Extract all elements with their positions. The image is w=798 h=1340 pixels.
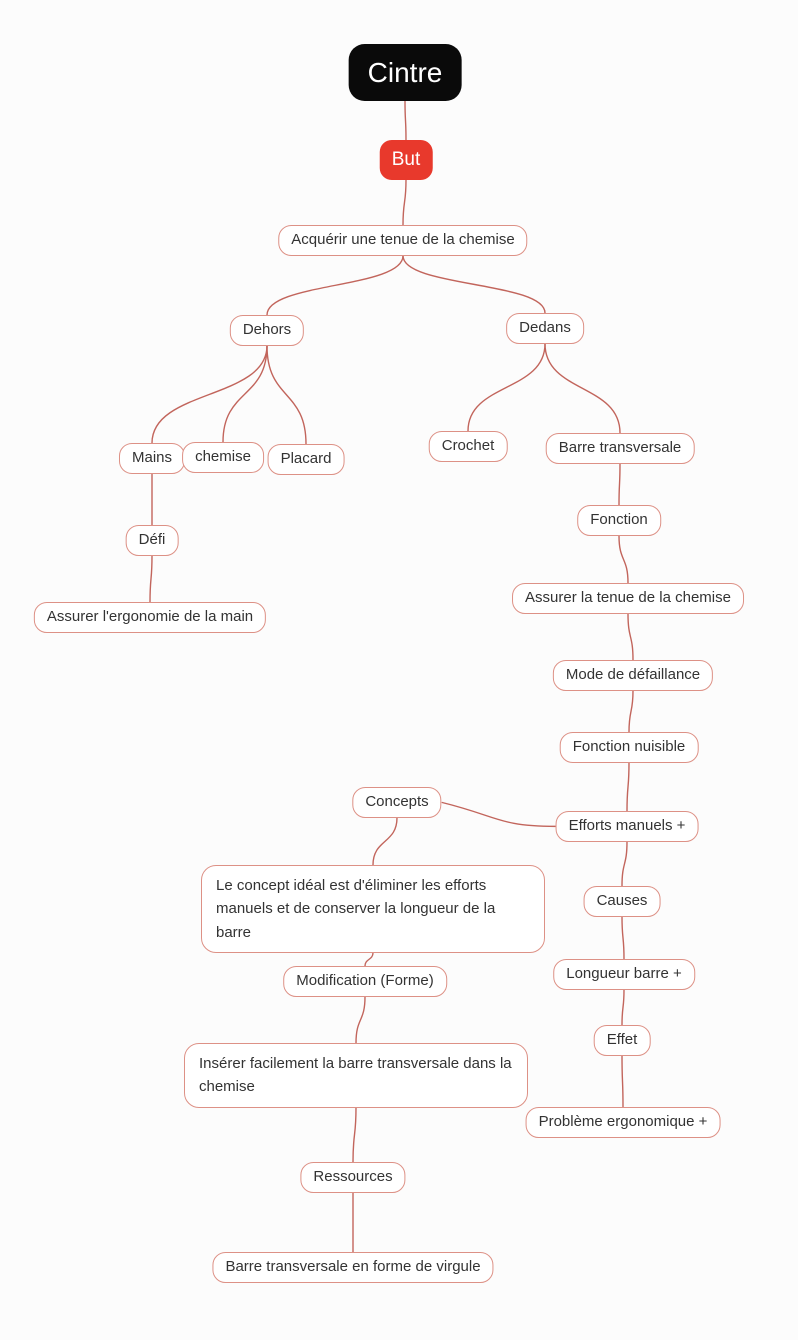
node-probleme[interactable]: Problème ergonomique + (526, 1107, 721, 1138)
edge-causes-to-longueur-barre (622, 917, 624, 959)
edge-dehors-to-mains (152, 346, 267, 443)
node-dedans[interactable]: Dedans (506, 313, 584, 344)
edge-modification-to-inserer (356, 997, 365, 1043)
edge-inserer-to-ressources (353, 1108, 356, 1163)
node-chemise[interactable]: chemise (182, 442, 264, 473)
edge-dehors-to-placard (267, 346, 306, 444)
edge-defi-to-assurer-ergonomie (150, 556, 152, 602)
node-assurer-ergonomie[interactable]: Assurer l'ergonomie de la main (34, 602, 266, 633)
node-mode-defaillance[interactable]: Mode de défaillance (553, 660, 713, 691)
edge-fonction-to-assurer-tenue (619, 536, 628, 583)
edge-efforts-manuels-to-causes (622, 842, 627, 886)
node-defi[interactable]: Défi (126, 525, 179, 556)
node-barre-virgule[interactable]: Barre transversale en forme de virgule (212, 1252, 493, 1283)
node-effet[interactable]: Effet (594, 1025, 651, 1056)
node-barre-transversale[interactable]: Barre transversale (546, 433, 695, 464)
edge-concepts-to-efforts-manuels (442, 802, 556, 826)
edge-concepts-to-concept-ideal (373, 818, 397, 865)
node-concepts[interactable]: Concepts (352, 787, 441, 818)
node-acquerir[interactable]: Acquérir une tenue de la chemise (278, 225, 527, 256)
node-cintre[interactable]: Cintre (349, 44, 462, 101)
node-placard[interactable]: Placard (268, 444, 345, 475)
edge-barre-transversale-to-fonction (619, 464, 620, 505)
edge-concept-ideal-to-modification (365, 953, 373, 966)
node-crochet[interactable]: Crochet (429, 431, 508, 462)
edge-cintre-to-but (405, 101, 406, 140)
node-but[interactable]: But (380, 140, 433, 180)
edge-longueur-barre-to-effet (622, 990, 624, 1025)
edge-dedans-to-barre-transversale (545, 344, 620, 433)
edge-acquerir-to-dedans (403, 256, 545, 313)
node-efforts-manuels[interactable]: Efforts manuels + (556, 811, 699, 842)
edge-but-to-acquerir (403, 180, 406, 225)
node-fonction[interactable]: Fonction (577, 505, 661, 536)
node-modification[interactable]: Modification (Forme) (283, 966, 447, 997)
node-inserer[interactable]: Insérer facilement la barre transversale dans la chemise (184, 1043, 528, 1108)
node-dehors[interactable]: Dehors (230, 315, 304, 346)
edge-assurer-tenue-to-mode-defaillance (628, 614, 633, 660)
node-longueur-barre[interactable]: Longueur barre + (553, 959, 695, 990)
node-concept-ideal[interactable]: Le concept idéal est d'éliminer les efforts manuels et de conserver la longueur de la barre (201, 865, 545, 953)
node-causes[interactable]: Causes (584, 886, 661, 917)
edge-fonction-nuisible-to-efforts-manuels (627, 763, 629, 811)
edge-effet-to-probleme (622, 1056, 623, 1107)
node-ressources[interactable]: Ressources (300, 1162, 405, 1193)
edge-dedans-to-crochet (468, 344, 545, 431)
node-fonction-nuisible[interactable]: Fonction nuisible (560, 732, 699, 763)
edge-acquerir-to-dehors (267, 256, 403, 315)
node-mains[interactable]: Mains (119, 443, 185, 474)
edge-dehors-to-chemise (223, 346, 267, 442)
node-assurer-tenue[interactable]: Assurer la tenue de la chemise (512, 583, 744, 614)
edge-mode-defaillance-to-fonction-nuisible (629, 691, 633, 732)
